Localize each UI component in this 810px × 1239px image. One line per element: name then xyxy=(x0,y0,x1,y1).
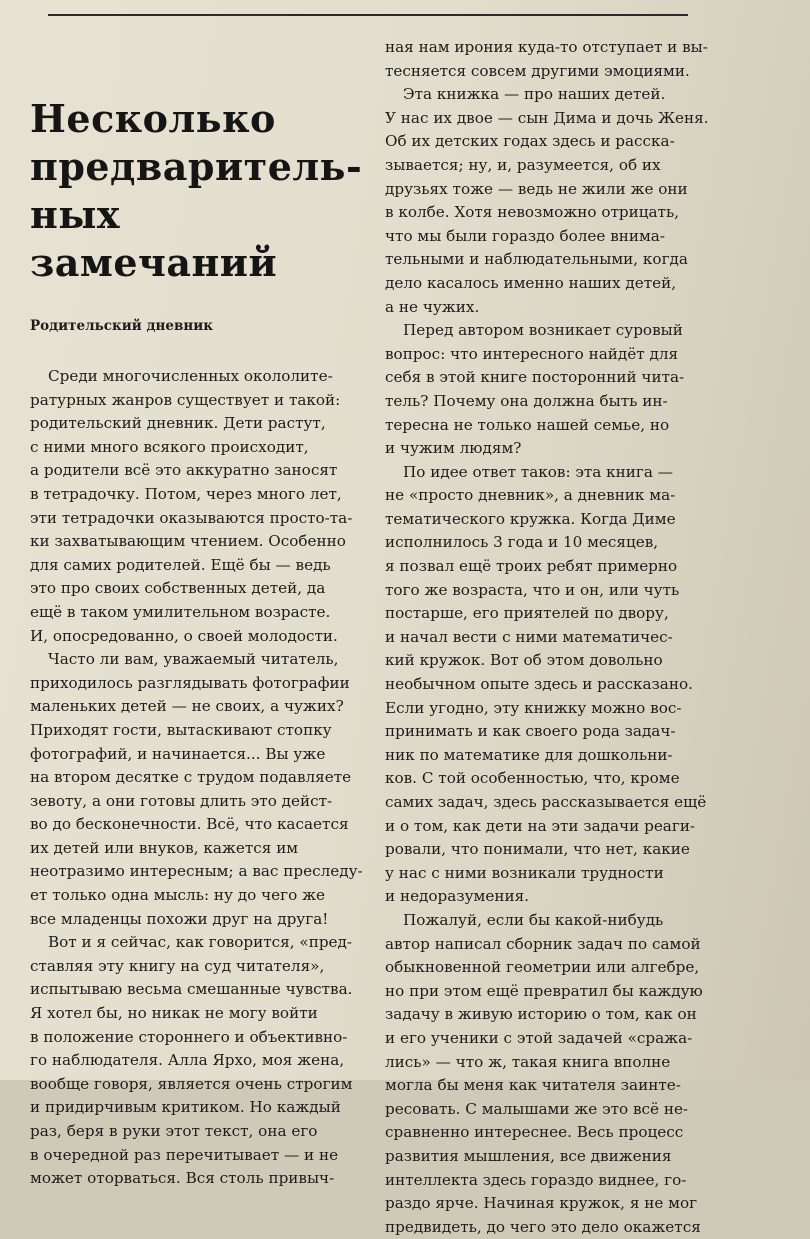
text-line: неотразимо интересным; а вас преследу- xyxy=(30,862,363,881)
text-line: и начал вести с ними математичес- xyxy=(385,627,673,646)
text-line: во до бесконечности. Всё, что касается xyxy=(30,815,349,834)
text-line: сравненно интереснее. Весь процесс xyxy=(385,1123,684,1142)
text-line: эти тетрадочки оказываются просто-та- xyxy=(30,508,353,527)
text-line: их детей или внуков, кажется им xyxy=(30,838,299,857)
text-line: Приходят гости, вытаскивают стопку xyxy=(30,720,332,739)
text-line: может оторваться. Вся столь привыч- xyxy=(30,1169,335,1188)
text-line: ков. С той особенностью, что, кроме xyxy=(385,769,680,788)
text-line: вообще говоря, является очень строгим xyxy=(30,1074,353,1093)
text-line: друзьях тоже — ведь не жили же они xyxy=(385,179,688,198)
text-line: раздо ярче. Начиная кружок, я не мог xyxy=(385,1194,698,1213)
text-line: ровали, что понимали, что нет, какие xyxy=(385,840,690,859)
text-line: постарше, его приятелей по двору, xyxy=(385,604,669,623)
text-line: развития мышления, все движения xyxy=(385,1146,672,1165)
title-line: предваритель- xyxy=(30,144,363,189)
text-line: и его ученики с этой задачей «сража- xyxy=(385,1028,693,1047)
paragraph xyxy=(385,909,715,1239)
text-line: в тетрадочку. Потом, через много лет, xyxy=(30,484,342,503)
text-line: лись» — что ж, такая книга вполне xyxy=(385,1052,671,1071)
text-line: самих задач, здесь рассказывается ещё xyxy=(385,793,707,811)
text-line: могла бы меня как читателя заинте- xyxy=(385,1076,681,1095)
text-line: для самих родителей. Ещё бы — ведь xyxy=(30,555,331,574)
text-line: зывается; ну, и, разумеется, об их xyxy=(385,155,661,174)
text-line: По идее ответ таков: эта книга — xyxy=(403,462,673,481)
paragraph xyxy=(385,319,715,461)
text-line: и придирчивым критиком. Но каждый xyxy=(30,1098,341,1117)
text-line: ставляя эту книгу на суд читателя», xyxy=(30,956,325,975)
text-line: не «просто дневник», а дневник ма- xyxy=(385,486,676,505)
text-line: тельными и наблюдательными, когда xyxy=(385,250,688,269)
text-line: кий кружок. Вот об этом довольно xyxy=(385,651,663,670)
text-line: у нас с ними возникали трудности xyxy=(385,863,664,882)
text-line: необычном опыте здесь и рассказано. xyxy=(385,675,693,694)
text-line: Пожалуй, если бы какой-нибудь xyxy=(403,910,664,929)
text-line: исполнилось 3 года и 10 месяцев, xyxy=(385,533,659,552)
text-line: в положение стороннего и объективно- xyxy=(30,1027,348,1046)
title-line: ных замечаний xyxy=(30,192,278,285)
text-line: ет только одна мысль: ну до чего же xyxy=(30,886,326,905)
text-line: в колбе. Хотя невозможно отрицать, xyxy=(385,203,680,222)
right-column xyxy=(385,36,715,1239)
text-line: принимать и как своего рода задач- xyxy=(385,722,676,741)
text-line: и недоразумения. xyxy=(385,887,530,906)
paragraph xyxy=(30,931,360,1191)
text-line: но при этом ещё превратил бы каждую xyxy=(385,981,703,1000)
text-line: ратурных жанров существует и такой: xyxy=(30,390,341,409)
paragraph xyxy=(385,36,715,83)
text-line: Если угодно, эту книжку можно вос- xyxy=(385,698,682,717)
left-column xyxy=(30,95,363,1191)
text-line: а не чужих. xyxy=(385,297,480,316)
text-line: Эта книжка — про наших детей. xyxy=(403,85,666,104)
text-line: обыкновенной геометрии или алгебре, xyxy=(385,958,700,977)
text-line: а родители всё это аккуратно заносят xyxy=(30,461,338,480)
text-line: дело касалось именно наших детей, xyxy=(385,273,677,292)
text-line: тематического кружка. Когда Диме xyxy=(385,509,676,528)
left-body-text xyxy=(30,365,363,1191)
chapter-title xyxy=(30,95,363,287)
text-line: ник по математике для дошкольни- xyxy=(385,745,673,764)
text-line: на втором десятке с трудом подавляете xyxy=(30,768,352,787)
text-line: Среди многочисленных окололите- xyxy=(48,367,333,385)
text-line: себя в этой книге посторонний чита- xyxy=(385,368,685,387)
text-line: вопрос: что интересного найдёт для xyxy=(385,344,679,363)
title-line: Несколько xyxy=(30,96,276,141)
text-line: ресовать. С малышами же это всё не- xyxy=(385,1099,689,1118)
text-line: все младенцы похожи друг на друга! xyxy=(30,909,329,928)
text-line: родительский дневник. Дети растут, xyxy=(30,414,326,433)
text-line: ки захватывающим чтением. Особенно xyxy=(30,532,346,551)
text-line: фотографий, и начинается... Вы уже xyxy=(30,744,326,763)
text-line: приходилось разглядывать фотографии xyxy=(30,673,350,692)
text-line: Вот и я сейчас, как говорится, «пред- xyxy=(48,933,353,952)
paragraph xyxy=(385,461,715,909)
text-line: ная нам ирония куда-то отступает и вы- xyxy=(385,38,708,56)
text-line: Часто ли вам, уважаемый читатель, xyxy=(48,650,339,669)
text-line: в очередной раз перечитывает — и не xyxy=(30,1145,339,1164)
text-line: тель? Почему она должна быть ин- xyxy=(385,391,668,410)
text-line: я позвал ещё троих ребят примерно xyxy=(385,557,678,576)
text-line: тесняется совсем другими эмоциями. xyxy=(385,61,690,80)
paragraph xyxy=(385,83,715,319)
text-line: это про своих собственных детей, да xyxy=(30,579,326,598)
text-line: интеллекта здесь гораздо виднее, го- xyxy=(385,1170,687,1189)
text-line: Перед автором возникает суровый xyxy=(403,321,683,340)
text-line: с ними много всякого происходит, xyxy=(30,437,309,456)
text-line: зевоту, а они готовы длить это дейст- xyxy=(30,791,333,810)
text-line: Я хотел бы, но никак не могу войти xyxy=(30,1004,318,1023)
text-line: маленьких детей — не своих, а чужих? xyxy=(30,697,344,716)
text-line: автор написал сборник задач по самой xyxy=(385,934,701,953)
text-line: тересна не только нашей семье, но xyxy=(385,415,670,434)
text-line: Об их детских годах здесь и расска- xyxy=(385,132,675,151)
text-line: раз, беря в руки этот текст, она его xyxy=(30,1122,318,1140)
text-line: что мы были гораздо более внима- xyxy=(385,226,665,245)
right-body-text xyxy=(385,36,715,1239)
top-rule xyxy=(48,14,688,16)
text-line: И, опосредованно, о своей молодости. xyxy=(30,626,338,645)
paragraph xyxy=(30,648,363,931)
text-line: задачу в живую историю о том, как он xyxy=(385,1005,697,1024)
text-line: У нас их двое — сын Дима и дочь Женя. xyxy=(385,108,709,127)
text-line: ещё в таком умилительном возрасте. xyxy=(30,602,331,621)
paragraph xyxy=(30,365,360,648)
text-line: испытываю весьма смешанные чувства. xyxy=(30,980,353,999)
text-line: того же возраста, что и он, или чуть xyxy=(385,580,680,599)
text-line: го наблюдателя. Алла Ярхо, моя жена, xyxy=(30,1051,345,1070)
text-line: и чужим людям? xyxy=(385,439,522,458)
text-line: предвидеть, до чего это дело окажется xyxy=(385,1217,701,1236)
section-subtitle: Родительский дневник xyxy=(30,318,213,334)
text-line: и о том, как дети на эти задачи реаги- xyxy=(385,816,696,835)
